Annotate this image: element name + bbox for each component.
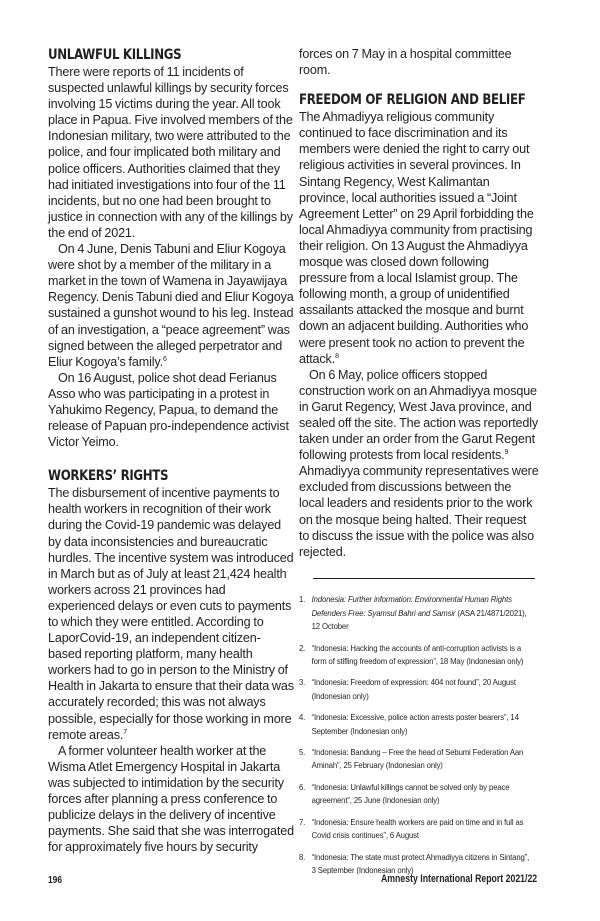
footnote-rest: (ASA 21/4871/2021), 12 October: [311, 607, 527, 631]
footnote-text[interactable]: “Indonesia: Bandung – Free the head of Sebumi Federation Aan Aminah”, 25 February (Indonesian only): [311, 747, 524, 771]
paragraph-text: The disbursement of incentive payments to health workers in recognition of their work during the Covid-19 pandemic was delayed by data inconsistencies and bureaucratic hurdles. The incentive system was introduced in March but as of July at least 21,424 health workers across 21 provinces had experienced delays or even cuts to payments to which they were entitled. According to LaporCovid-19, an independent citizen-based reporting platform, many health workers had to go in person to the Ministry of Health in Jakarta to ensure that their data was accurately recorded; this was not always possible, especially for those working in more remote areas.: [48, 486, 294, 742]
footnote-item: [299, 816, 535, 843]
footnote-ref[interactable]: 7: [123, 728, 127, 736]
footnote-item: [299, 711, 535, 738]
paragraph: [299, 367, 539, 560]
paragraph-text: Ahmadiyya community representatives were excluded from discussions between the local leaders and residents prior to the work on the mosque being halted. Their request to discuss the issue with the police was also rejected.: [299, 464, 539, 559]
section-heading-workers-rights: WORKERS’ RIGHTS: [48, 468, 169, 485]
section-heading-unlawful-killings: UNLAWFUL KILLINGS: [48, 47, 182, 63]
footnote-item: [299, 781, 535, 808]
paragraph-text: On 4 June, Denis Tabuni and Eliur Kogoya were shot by a member of the military in a market in the town of Wamena in Jayawijaya Regency. Denis Tabuni died and Eliur Kogoya sustained a gunshot wound to his leg. Instead of an investigation, a “peace agreement” was signed between the alleged perpetrator and Eliur Kogoya’s family.: [48, 242, 294, 369]
footnote-text[interactable]: “Indonesia: Unlawful killings cannot be solved only by peace agreement”, 25 June (Indonesian only): [311, 782, 510, 806]
footnote-item: [299, 593, 535, 633]
footnote-number: 8.: [299, 851, 306, 862]
footnote-title-italic[interactable]: Indonesia: Further information: Environmental Human Rights Defenders Free: Syamsul Bahri and Samsir: [311, 594, 512, 618]
paragraph: A former volunteer health worker at the Wisma Atlet Emergency Hospital in Jakarta was subjected to intimidation by the security forces after planning a press conference to publicize delays in the delivery of incentive payments. She said that she was interrogated for approximately five hours by security: [48, 743, 294, 855]
footnote-text[interactable]: “Indonesia: Ensure health workers are paid on time and in full as Covid crisis continues”, 6 August: [311, 816, 524, 841]
footnote-number: 2.: [299, 642, 306, 653]
footnote-text[interactable]: “Indonesia: Hacking the accounts of anti-corruption activists is a form of stifling freedom of expression”, 18 May (Indonesian only): [311, 642, 524, 666]
footnote-number: 4.: [299, 712, 306, 723]
section-heading-freedom-of-religion: FREEDOM OF RELIGION AND BELIEF: [299, 92, 526, 109]
footnote-number: 6.: [299, 782, 306, 793]
paragraph-continuation: forces on 7 May in a hospital committee room.: [299, 47, 512, 78]
paragraph: [48, 485, 294, 743]
paragraph-text: The Ahmadiyya religious community continued to face discrimination and its members were denied the right to carry out religious activities in several provinces. In Sintang Regency, West Kalimantan province, local authorities issued a “Joint Agreement Letter” on 29 April forbidding the local Ahmadiyya community from practising their religion. On 13 August the Ahmadiyya mosque was closed down following pressure from a local Islamist group. The following month, a group of unidentified assailants attacked the mosque and burnt down an adjacent building. Authorities who were present took no action to prevent the attack.: [299, 110, 534, 366]
footnote-number: 3.: [299, 677, 306, 688]
paragraph: On 16 August, police shot dead Ferianus Asso who was participating in a protest in Yahukimo Regency, Papua, to demand the release of Papuan pro-independence activist Victor Yeimo.: [48, 370, 289, 450]
footnote-item: [299, 642, 535, 669]
paragraph: There were reports of 11 incidents of suspected unlawful killings by security forces involving 15 victims during the year. All took place in Papua. Five involved members of the Indonesian military, two were attributed to the police, and four implicated both military and police officers. Authorities claimed that they had initiated investigations into four of the 11 incidents, but no one had been brought to justice in connection with any of the killings by the end of 2021.: [48, 65, 293, 240]
footnote-ref[interactable]: 9: [504, 449, 509, 457]
footnote-number: 7.: [299, 816, 306, 827]
footnote-ref[interactable]: 8: [335, 352, 339, 360]
footnote-text[interactable]: “Indonesia: The state must protect Ahmadiyya citizens in Sintang”, 3 September (Indonesian only): [311, 851, 530, 876]
footnote-ref[interactable]: 6: [162, 355, 167, 363]
paragraph: [299, 109, 539, 367]
footnote-number: 1.: [299, 594, 306, 605]
footnotes-list: [299, 593, 539, 877]
footnote-item: [299, 676, 535, 703]
right-column: [299, 46, 539, 886]
paragraph: [48, 241, 294, 370]
footnote-item: [299, 746, 535, 773]
footnotes-divider: [313, 578, 535, 580]
footnote-number: 5.: [299, 747, 306, 758]
paragraph-text: On 6 May, police officers stopped construction work on an Ahmadiyya mosque in Garut Regency, West Java province, and sealed off the site. The action was reportedly taken under an order from the Garut Regent following protests from local residents.: [299, 367, 539, 463]
publication-title: Amnesty International Report 2021/22: [381, 873, 538, 885]
page-number: 196: [48, 874, 63, 886]
left-column: [48, 46, 294, 855]
footnote-text[interactable]: “Indonesia: Excessive, police action arrests poster bearers”, 14 September (Indonesian only): [311, 712, 519, 736]
footnote-text[interactable]: “Indonesia: Freedom of expression: 404 not found”, 20 August (Indonesian only): [311, 677, 516, 701]
footnote-text: [312, 593, 535, 633]
